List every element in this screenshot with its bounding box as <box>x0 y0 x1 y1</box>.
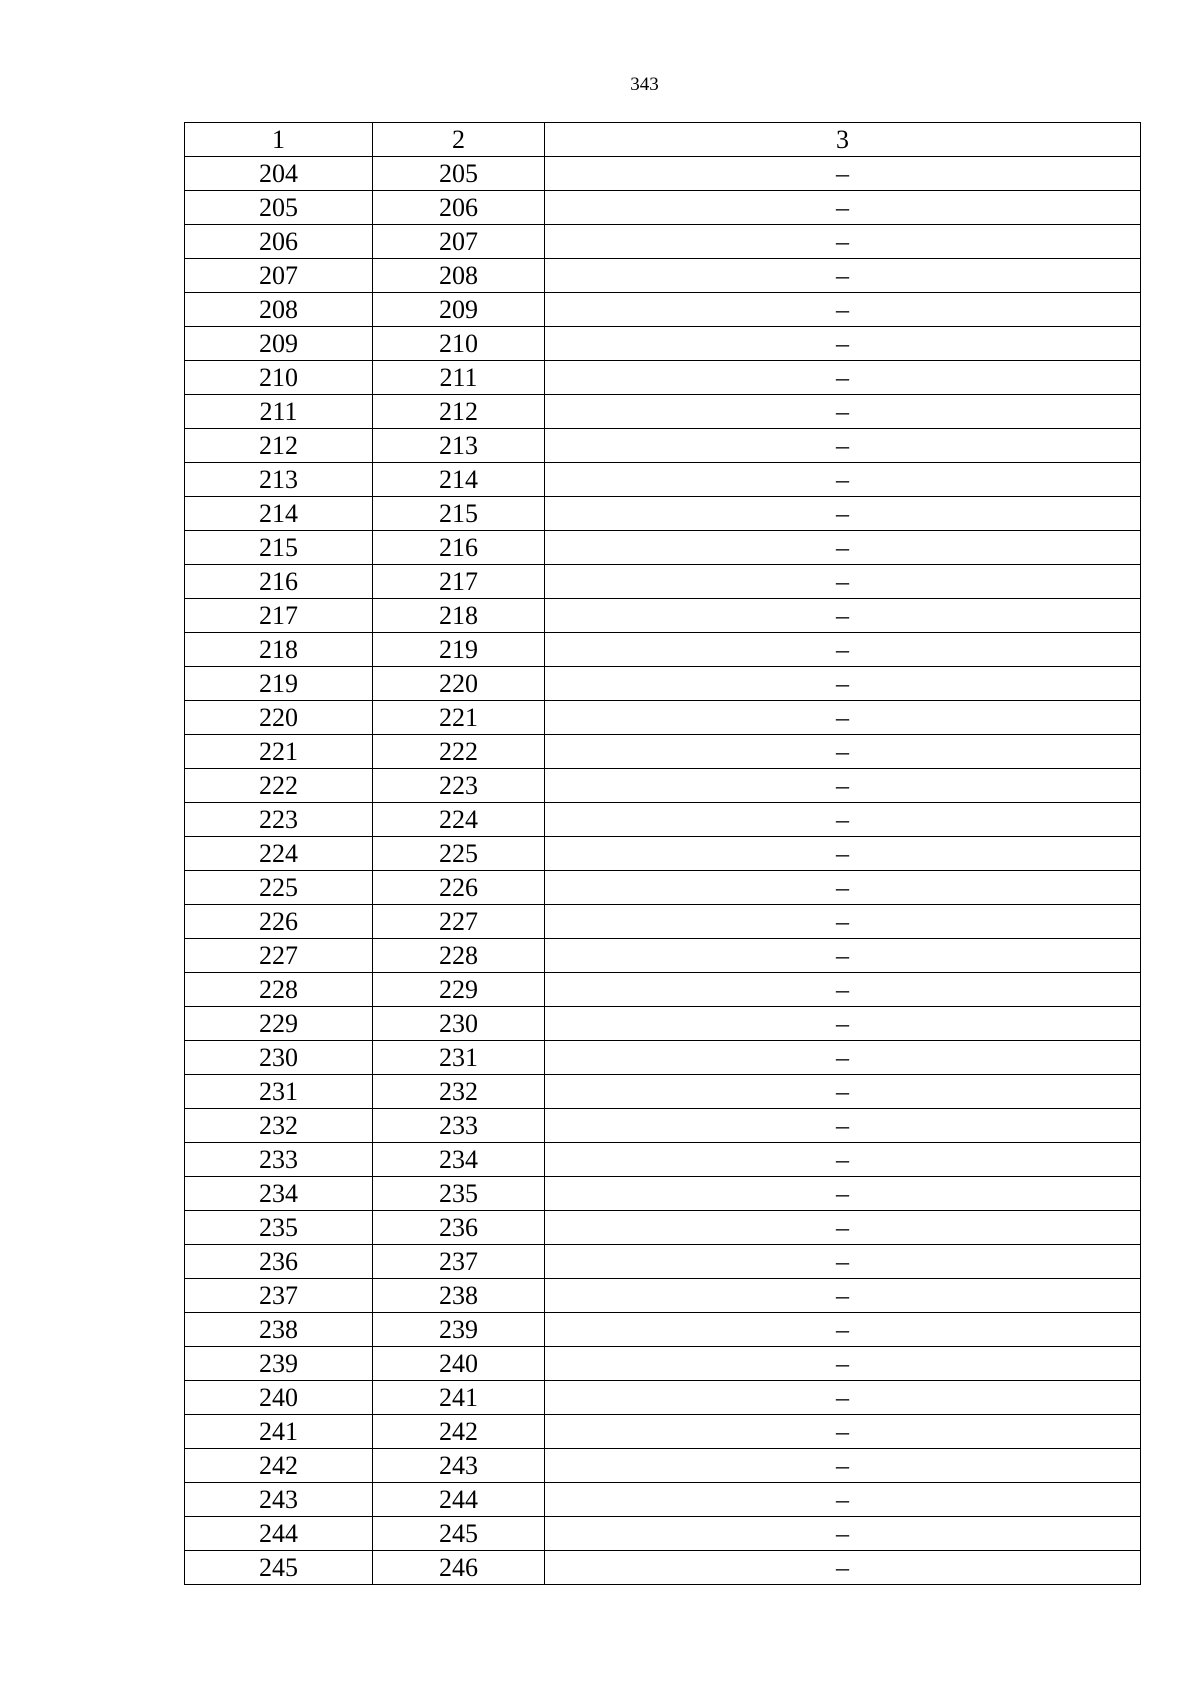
table-cell-col-2: 220 <box>373 667 545 701</box>
table-row <box>185 633 1141 667</box>
table-cell-col-2: 232 <box>373 1075 545 1109</box>
table-cell-col-2: 241 <box>373 1381 545 1415</box>
table-cell-col-1: 214 <box>185 497 373 531</box>
table-cell-col-3: – <box>545 1517 1141 1551</box>
table-cell-col-2: 245 <box>373 1517 545 1551</box>
table-cell-col-1: 245 <box>185 1551 373 1585</box>
table-cell-col-2: 227 <box>373 905 545 939</box>
table-cell-col-2: 217 <box>373 565 545 599</box>
table-cell-col-2: 246 <box>373 1551 545 1585</box>
table-cell-col-2: 240 <box>373 1347 545 1381</box>
table-cell-col-1: 221 <box>185 735 373 769</box>
table-cell-col-2: 234 <box>373 1143 545 1177</box>
table-cell-col-1: 219 <box>185 667 373 701</box>
table-cell-col-1: 238 <box>185 1313 373 1347</box>
table-row <box>185 327 1141 361</box>
table-cell-col-2: 228 <box>373 939 545 973</box>
table-row <box>185 1109 1141 1143</box>
table-cell-col-3: – <box>545 1109 1141 1143</box>
table-cell-col-1: 205 <box>185 191 373 225</box>
table-cell-col-2: 237 <box>373 1245 545 1279</box>
table-cell-col-3: – <box>545 871 1141 905</box>
table-row <box>185 1313 1141 1347</box>
table-row <box>185 1143 1141 1177</box>
table-cell-col-3: – <box>545 1007 1141 1041</box>
table-row <box>185 259 1141 293</box>
table-row <box>185 361 1141 395</box>
table-cell-col-2: 212 <box>373 395 545 429</box>
table-cell-col-2: 226 <box>373 871 545 905</box>
table-row <box>185 565 1141 599</box>
table-row <box>185 531 1141 565</box>
table-row <box>185 1211 1141 1245</box>
table-cell-col-3: – <box>545 837 1141 871</box>
table-cell-col-2: 207 <box>373 225 545 259</box>
table-cell-col-3: – <box>545 1347 1141 1381</box>
table-cell-col-1: 215 <box>185 531 373 565</box>
table-cell-col-1: 228 <box>185 973 373 1007</box>
table-row <box>185 225 1141 259</box>
table-row <box>185 939 1141 973</box>
table-cell-col-3: – <box>545 973 1141 1007</box>
table-row <box>185 1449 1141 1483</box>
table-cell-col-1: 224 <box>185 837 373 871</box>
table-row <box>185 735 1141 769</box>
table-cell-col-2: 235 <box>373 1177 545 1211</box>
table-cell-col-3: – <box>545 497 1141 531</box>
table-cell-col-3: – <box>545 293 1141 327</box>
table-cell-col-3: – <box>545 1381 1141 1415</box>
table-cell-col-3: – <box>545 1245 1141 1279</box>
table-cell-col-3: – <box>545 1449 1141 1483</box>
table-row <box>185 395 1141 429</box>
table-cell-col-1: 209 <box>185 327 373 361</box>
table-cell-col-3: – <box>545 531 1141 565</box>
table-cell-col-1: 241 <box>185 1415 373 1449</box>
table-cell-col-2: 218 <box>373 599 545 633</box>
table-row <box>185 973 1141 1007</box>
table-cell-col-1: 225 <box>185 871 373 905</box>
table-row <box>185 599 1141 633</box>
table-cell-col-1: 232 <box>185 1109 373 1143</box>
table-cell-col-2: 230 <box>373 1007 545 1041</box>
table-row <box>185 429 1141 463</box>
table-row <box>185 803 1141 837</box>
table-cell-col-2: 238 <box>373 1279 545 1313</box>
table-cell-col-1: 223 <box>185 803 373 837</box>
table-cell-col-2: 211 <box>373 361 545 395</box>
table-cell-col-2: 222 <box>373 735 545 769</box>
table-cell-col-1: 244 <box>185 1517 373 1551</box>
table-row <box>185 1075 1141 1109</box>
table-cell-col-1: 234 <box>185 1177 373 1211</box>
table-row <box>185 463 1141 497</box>
table-cell-col-3: – <box>545 361 1141 395</box>
table-cell-col-3: – <box>545 1483 1141 1517</box>
table-cell-col-2: 225 <box>373 837 545 871</box>
table-cell-col-1: 207 <box>185 259 373 293</box>
table-cell-col-3: – <box>545 395 1141 429</box>
table-row <box>185 769 1141 803</box>
table-row <box>185 1415 1141 1449</box>
table-cell-col-1: 227 <box>185 939 373 973</box>
table-cell-col-2: 242 <box>373 1415 545 1449</box>
table-cell-col-1: 226 <box>185 905 373 939</box>
table-cell-col-2: 223 <box>373 769 545 803</box>
table-row <box>185 497 1141 531</box>
table-cell-col-3: – <box>545 1075 1141 1109</box>
table-cell-col-1: 204 <box>185 157 373 191</box>
column-header-3: 3 <box>545 123 1141 157</box>
table-cell-col-1: 243 <box>185 1483 373 1517</box>
table-cell-col-1: 229 <box>185 1007 373 1041</box>
table-row <box>185 1517 1141 1551</box>
table-cell-col-3: – <box>545 1041 1141 1075</box>
table-cell-col-2: 214 <box>373 463 545 497</box>
table-row <box>185 1483 1141 1517</box>
table-cell-col-3: – <box>545 429 1141 463</box>
table-cell-col-1: 240 <box>185 1381 373 1415</box>
table-cell-col-3: – <box>545 1177 1141 1211</box>
table-row <box>185 1177 1141 1211</box>
column-header-2: 2 <box>373 123 545 157</box>
table-row <box>185 293 1141 327</box>
table-cell-col-3: – <box>545 1551 1141 1585</box>
table-cell-col-3: – <box>545 939 1141 973</box>
table-cell-col-1: 230 <box>185 1041 373 1075</box>
table-cell-col-2: 239 <box>373 1313 545 1347</box>
table-cell-col-3: – <box>545 259 1141 293</box>
table-cell-col-3: – <box>545 769 1141 803</box>
table-cell-col-3: – <box>545 803 1141 837</box>
column-header-1: 1 <box>185 123 373 157</box>
table-cell-col-3: – <box>545 1211 1141 1245</box>
table-cell-col-1: 242 <box>185 1449 373 1483</box>
table-row <box>185 905 1141 939</box>
table-cell-col-2: 236 <box>373 1211 545 1245</box>
table-cell-col-1: 211 <box>185 395 373 429</box>
table-row <box>185 701 1141 735</box>
table-cell-col-3: – <box>545 463 1141 497</box>
table-cell-col-2: 208 <box>373 259 545 293</box>
table-cell-col-1: 222 <box>185 769 373 803</box>
table-row <box>185 837 1141 871</box>
table-cell-col-2: 244 <box>373 1483 545 1517</box>
data-table <box>184 122 1141 1585</box>
table-cell-col-1: 210 <box>185 361 373 395</box>
table-cell-col-1: 217 <box>185 599 373 633</box>
table-cell-col-1: 212 <box>185 429 373 463</box>
table-cell-col-3: – <box>545 905 1141 939</box>
table-cell-col-3: – <box>545 191 1141 225</box>
table-cell-col-2: 219 <box>373 633 545 667</box>
table-cell-col-2: 229 <box>373 973 545 1007</box>
table-row <box>185 1347 1141 1381</box>
table-cell-col-3: – <box>545 225 1141 259</box>
table-cell-col-2: 205 <box>373 157 545 191</box>
table-cell-col-2: 206 <box>373 191 545 225</box>
table-cell-col-1: 233 <box>185 1143 373 1177</box>
table-cell-col-2: 209 <box>373 293 545 327</box>
table-cell-col-2: 231 <box>373 1041 545 1075</box>
table-cell-col-1: 237 <box>185 1279 373 1313</box>
table-cell-col-2: 216 <box>373 531 545 565</box>
table-cell-col-3: – <box>545 667 1141 701</box>
table-row <box>185 1007 1141 1041</box>
table-cell-col-1: 208 <box>185 293 373 327</box>
table-cell-col-2: 215 <box>373 497 545 531</box>
table-row <box>185 1551 1141 1585</box>
table-cell-col-1: 218 <box>185 633 373 667</box>
table-cell-col-3: – <box>545 565 1141 599</box>
table-cell-col-2: 243 <box>373 1449 545 1483</box>
table-cell-col-3: – <box>545 327 1141 361</box>
table-row <box>185 667 1141 701</box>
table-row <box>185 191 1141 225</box>
table-cell-col-3: – <box>545 1143 1141 1177</box>
table-cell-col-3: – <box>545 633 1141 667</box>
table-row <box>185 1041 1141 1075</box>
table-cell-col-1: 236 <box>185 1245 373 1279</box>
table-cell-col-3: – <box>545 1279 1141 1313</box>
table-cell-col-2: 233 <box>373 1109 545 1143</box>
table-cell-col-2: 221 <box>373 701 545 735</box>
table-row <box>185 1245 1141 1279</box>
table-row <box>185 157 1141 191</box>
table-cell-col-1: 239 <box>185 1347 373 1381</box>
table-row <box>185 871 1141 905</box>
table-cell-col-1: 213 <box>185 463 373 497</box>
page-number: 343 <box>630 74 659 95</box>
table-cell-col-3: – <box>545 735 1141 769</box>
table-cell-col-2: 210 <box>373 327 545 361</box>
table-cell-col-2: 213 <box>373 429 545 463</box>
table-header <box>185 123 1141 157</box>
table-cell-col-1: 231 <box>185 1075 373 1109</box>
table-body <box>185 157 1141 1585</box>
table-cell-col-3: – <box>545 1415 1141 1449</box>
table-cell-col-3: – <box>545 157 1141 191</box>
table-cell-col-1: 206 <box>185 225 373 259</box>
table-row <box>185 1381 1141 1415</box>
table-cell-col-1: 235 <box>185 1211 373 1245</box>
table-cell-col-3: – <box>545 701 1141 735</box>
table-cell-col-2: 224 <box>373 803 545 837</box>
table-cell-col-3: – <box>545 599 1141 633</box>
table-cell-col-1: 220 <box>185 701 373 735</box>
header-row <box>185 123 1141 157</box>
table-cell-col-3: – <box>545 1313 1141 1347</box>
table-cell-col-1: 216 <box>185 565 373 599</box>
table-row <box>185 1279 1141 1313</box>
